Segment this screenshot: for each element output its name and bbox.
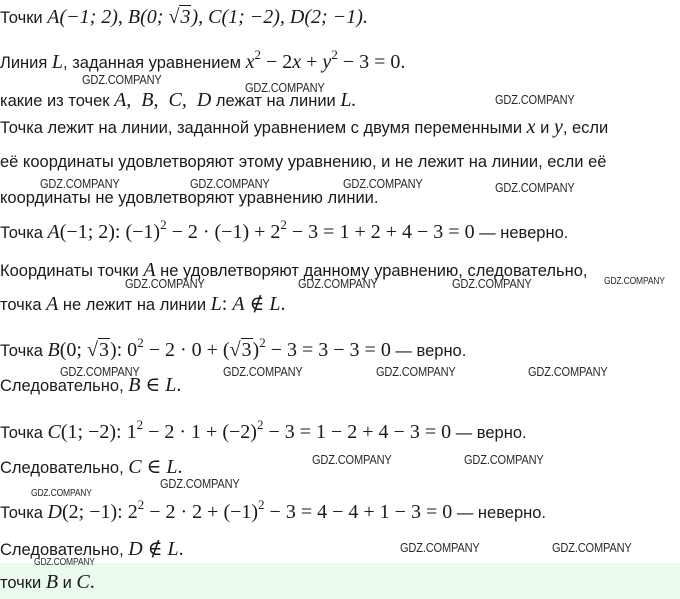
text-segment: Точки (0, 9, 48, 27)
watermark: GDZ.COMPANY (312, 452, 392, 467)
watermark: GDZ.COMPANY (464, 452, 544, 467)
text-segment: Следовательно, (0, 459, 129, 477)
watermark: GDZ.COMPANY (528, 364, 608, 379)
concl-a-line-2 (0, 292, 286, 317)
math-check-a: A(−1; 2): $(-1)^2 - 2 \cdot (-1) + 2^2 - 3 = 1 + 2 + 4 - 3 = 0$ (47, 217, 475, 243)
math-equation: $x^2 - 2x + y^2 - 3 = 0$. (245, 47, 406, 73)
line-definition (0, 47, 406, 75)
math-x: x (526, 116, 536, 138)
text-segment: Точка (0, 342, 48, 360)
math-check-b: B(0; √3): $0^2 - 2 \cdot 0 + (√3)^2 - 3 = 3 - 3 = 0$ (47, 335, 391, 361)
watermark: GDZ.COMPANY (245, 80, 325, 95)
text-segment: и (58, 574, 77, 592)
watermark: GDZ.COMPANY (400, 540, 480, 555)
check-d-line (0, 497, 546, 525)
text-segment: лежат на линии (211, 92, 341, 110)
text-segment: какие из точек (0, 92, 115, 110)
math-points-list: A, B, C, D (114, 89, 212, 111)
text-segment: — верно. (390, 342, 467, 360)
check-c-line (0, 417, 527, 445)
watermark: GDZ.COMPANY (552, 540, 632, 555)
text-segment: , если (562, 119, 609, 137)
math-check-d: D(2; −1): $2^2 - 2 \cdot 2 + (-1)^2 - 3 = 4 - 4 + 1 - 3 = 0$ (47, 497, 453, 523)
watermark: GDZ.COMPANY (60, 364, 140, 379)
text-segment: , заданная уравнением (63, 54, 246, 72)
text-segment: Координаты точки (0, 262, 144, 280)
math-b-in-l: B ∈ L. (128, 374, 182, 396)
math-l: L (51, 51, 64, 73)
watermark: GDZ.COMPANY (223, 364, 303, 379)
text-segment: . (89, 571, 95, 593)
watermark: GDZ.COMPANY (376, 364, 456, 379)
text-segment: Точка (0, 504, 48, 522)
watermark: GDZ.COMPANY (452, 276, 532, 291)
watermark: GDZ.COMPANY (190, 176, 270, 191)
check-b-line (0, 335, 467, 363)
math-a: A (46, 293, 59, 315)
math-b: B (45, 571, 59, 593)
text-segment: координаты не удовлетворяют уравнению линии. (0, 189, 379, 207)
rule-line-1 (0, 115, 608, 140)
text-segment: точка (0, 296, 47, 314)
watermark: GDZ.COMPANY (343, 176, 423, 191)
text-segment: её координаты удовлетворяют этому уравнению, и не лежит на линии, если её (0, 153, 607, 171)
concl-c-line (0, 455, 183, 480)
math-a: A (143, 259, 156, 281)
text-segment: Точка (0, 424, 48, 442)
text-segment: Точка лежит на линии, заданной уравнением с двумя переменными (0, 119, 527, 137)
math-a-not-in-l: L: A ∉ L. (210, 293, 286, 315)
watermark: GDZ.COMPANY (160, 476, 240, 491)
watermark: GDZ.COMPANY (82, 72, 162, 87)
math-y: y (553, 116, 563, 138)
watermark: GDZ.COMPANY (495, 92, 575, 107)
math-check-c: C(1; −2): $1^2 - 2 \cdot 1 + (-2)^2 - 3 = 1 - 2 + 4 - 3 = 0$ (47, 417, 452, 443)
text-segment: — неверно. (452, 504, 546, 522)
text-segment: Точка (0, 224, 48, 242)
watermark: GDZ.COMPANY (40, 176, 120, 191)
watermark: GDZ.COMPANY (495, 180, 575, 195)
text-segment: и (535, 119, 554, 137)
answer-highlight (0, 563, 680, 599)
text-segment: — неверно. (474, 224, 569, 242)
math-d-not-in-l: D ∉ L. (128, 538, 184, 560)
answer-line (0, 570, 95, 595)
text-segment: — верно. (451, 424, 527, 442)
math-l: L. (340, 89, 357, 111)
text-segment: Следовательно, (0, 377, 129, 395)
watermark: GDZ.COMPANY (604, 276, 665, 287)
watermark: GDZ.COMPANY (34, 557, 95, 568)
math-points: A(−1; 2), B(0; √3), C(1; −2), D(2; −1). (47, 6, 368, 28)
math-c-in-l: C ∈ L. (128, 456, 183, 478)
text-segment: Линия (0, 54, 52, 72)
math-c: C (76, 571, 90, 593)
watermark: GDZ.COMPANY (31, 488, 92, 499)
check-a-line (0, 217, 569, 245)
text-segment: не лежит на линии (58, 296, 211, 314)
rule-line-2 (0, 150, 606, 174)
text-segment: не удовлетворяют данному уравнению, следовательно, (155, 262, 588, 280)
watermark: GDZ.COMPANY (298, 276, 378, 291)
text-segment: точки (0, 574, 46, 592)
watermark: GDZ.COMPANY (125, 276, 205, 291)
text-segment: Следовательно, (0, 541, 129, 559)
points-line (0, 5, 368, 30)
